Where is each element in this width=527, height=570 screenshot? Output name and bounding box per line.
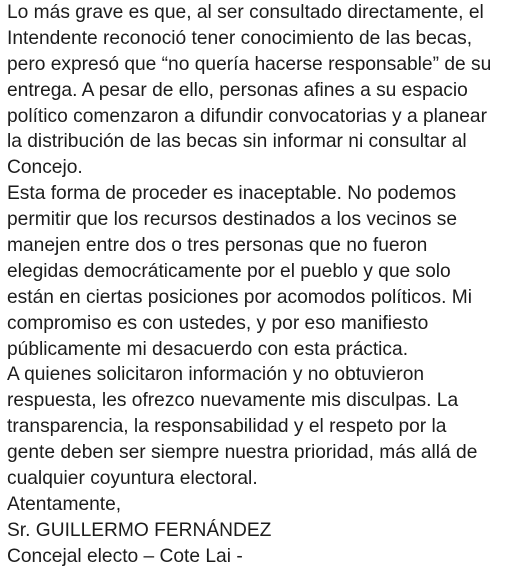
post-text-line: la distribución de las becas sin informar ni consultar al	[7, 131, 467, 153]
post-text-line: entrega. A pesar de ello, personas afines a su espacio	[7, 79, 468, 101]
post-text-line: Intendente reconoció tener conocimiento de las becas,	[7, 27, 473, 49]
post-text-line: permitir que los recursos destinados a los vecinos se	[7, 209, 458, 231]
post-closing: Atentamente,	[7, 493, 122, 515]
post-text-line: político comenzaron a difundir convocatorias y a planear	[7, 105, 487, 127]
post-signature-name: Sr. GUILLERMO FERNÁNDEZ	[7, 519, 272, 541]
post-text-line: Esta forma de proceder es inaceptable. No podemos	[7, 183, 457, 205]
post-text-line: pero expresó que “no quería hacerse responsable” de su	[7, 53, 492, 75]
post-text-line: Concejo.	[7, 157, 83, 179]
post-text-line: elegidas democráticamente por el pueblo y que solo	[7, 260, 451, 282]
post-text-line: están en ciertas posiciones por acomodos políticos. Mi	[7, 286, 472, 308]
post-text-line: públicamente mi desacuerdo con esta práctica.	[7, 338, 409, 360]
post-body-text	[7, 0, 523, 570]
post-text-line: cualquier coyuntura electoral.	[7, 468, 258, 490]
post-text-line: transparencia, la responsabilidad y el respeto por la	[7, 416, 447, 438]
post-text-line: compromiso es con ustedes, y por eso manifiesto	[7, 312, 429, 334]
post-text-line: A quienes solicitaron información y no obtuvieron	[7, 364, 425, 386]
post-signature-title: Concejal electo – Cote Lai -	[7, 545, 243, 567]
post-text-line: manejen entre dos o tres personas que no fueron	[7, 235, 428, 257]
post-text-line: respuesta, les ofrezco nuevamente mis disculpas. La	[7, 390, 459, 412]
post-text-line: Lo más grave es que, al ser consultado directamente, el	[7, 2, 484, 23]
post-text-line: gente deben ser siempre nuestra prioridad, más allá de	[7, 442, 478, 464]
